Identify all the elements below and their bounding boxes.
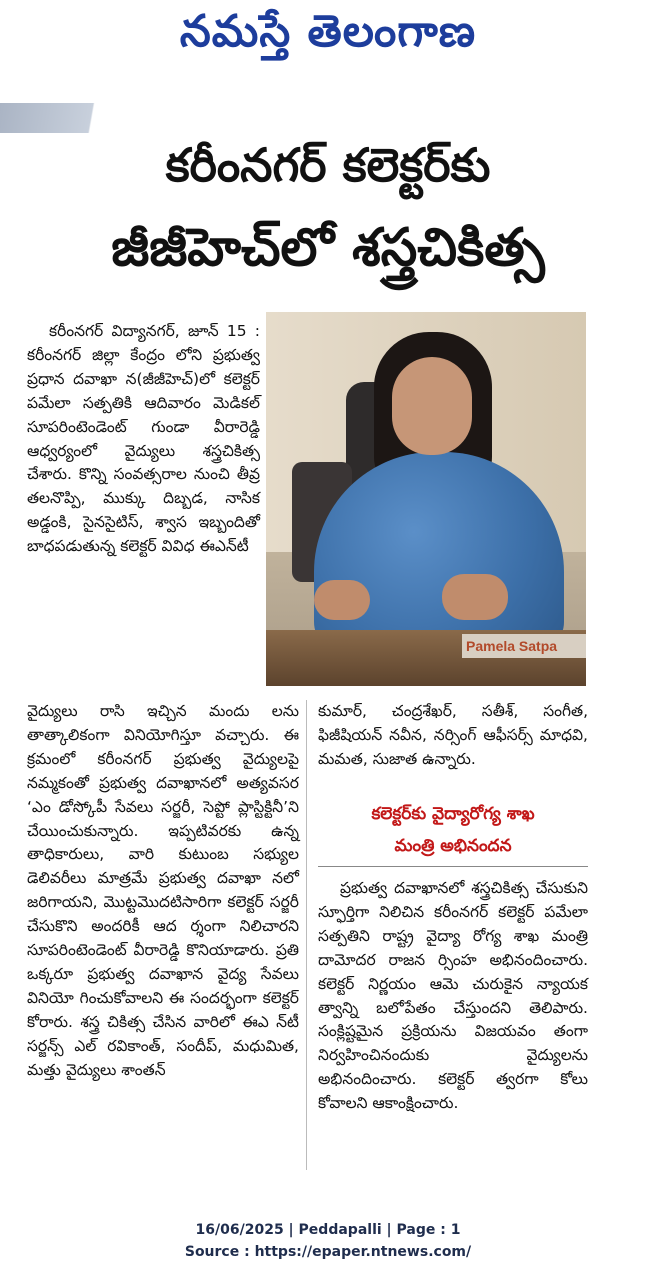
- article-column-2-top: [318, 700, 588, 772]
- photo-nameplate: Pamela Satpa: [462, 634, 586, 658]
- photo-right-hand: [442, 574, 508, 620]
- newspaper-masthead: నమస్తే తెలంగాణ: [179, 6, 477, 57]
- footer-date-edition: 16/06/2025 | Peddapalli | Page : 1: [195, 1222, 461, 1238]
- column-divider: [306, 700, 307, 1170]
- photo-left-hand: [314, 580, 370, 620]
- article-column-1-top: [27, 320, 260, 559]
- subheading-line-1: కలెక్టర్‌కు వైద్యారోగ్య శాఖ: [371, 804, 535, 824]
- article-column-1-bottom: [27, 700, 299, 1083]
- photo-face: [392, 357, 472, 455]
- headline-line-2: జీజీహెచ్‌లో శస్త్రచికిత్స: [111, 218, 545, 278]
- article-paragraph: ప్రభుత్వ దవాఖానలో శస్త్రచికిత్స చేసుకుని స్ఫూర్తిగా నిలిచిన కరీంనగర్ కలెక్టర్ పమేలా సత్పతిని రాష్ట్ర వైద్యా రోగ్య శాఖ మంత్రి దామోదర రాజన ర్సింహ అభినందించారు. కలెక్టర్ నిర్ణయం ఆమె చురుకైన న్యాయక త్వాన్ని బలోపేతం చేస్తుందని తెలిపారు. సంక్లిష్టమైన ప్రక్రియను విజయవం తంగా నిర్వహించినందుకు వైద్యులను అభినందించారు. కలెక్టర్ త్వరగా కోలు కోవాలని ఆకాంక్షించారు.: [318, 879, 588, 1113]
- subheading-line-2: మంత్రి అభినందన: [394, 836, 512, 856]
- article-paragraph: వైద్యులు రాసి ఇచ్చిన మందు లను తాత్కాలికంగా వినియోగిస్తూ వచ్చారు. ఈ క్రమంలో కరీంనగర్ ప్రభుత్వ వైద్యులపై నమ్మకంతో ప్రభుత్వ దవాఖానలో అత్యవసర ‘ఎం డోస్కోపీ సేవలు సర్జరీ, సెప్టో ప్లాస్టిక్టినీ’ని చేయించుకున్నారు. ఇప్పటివరకు ఉన్న తాధికారులు, వారి కుటుంబ సభ్యుల డెలివరీలు మాత్రమే ప్రభుత్వ దవాఖా నలో జరిగాయని, మొట్టమొదటిసారిగా కలెక్టర్ సర్జరీ చేసుకొని అందరికీ ఆద ర్శంగా నిలిచారని సూపరింటెండెంట్ వీరారెడ్డి కొనియాడారు. ప్రతి ఒక్కరూ ప్రభుత్వ దవాఖాన వైద్య సేవలు వినియో గించుకోవాలని ఈ సందర్భంగా కలెక్టర్ కోరారు. శస్త్ర చికిత్స చేసిన వారిలో ఈఎ న్‌టీ సర్జన్స్ ఎల్ రవికాంత్, సందీప్, మధుమిత, మత్తు వైద్యులు శాంతన్: [27, 702, 299, 1079]
- headline-line-1: కరీంనగర్ కలెక్టర్‌కు: [165, 138, 491, 192]
- article-column-2-bottom: [318, 877, 588, 1116]
- article-paragraph: కరీంనగర్ విద్యానగర్, జూన్ 15 : కరీంనగర్ జిల్లా కేంద్రం లోని ప్రభుత్వ ప్రధాన దవాఖా న(జీజీహెచ్)లో కలెక్టర్ పమేలా సత్పతికి ఆదివారం మెడికల్ సూపరింటెండెంట్ గుండా వీరారెడ్డి ఆధ్వర్యంలో వైద్యులు శస్త్రచికిత్స చేశారు. కొన్ని సంవత్సరాల నుంచి తీవ్ర తలనొప్పి, ముక్కు దిబ్బడ, నాసిక అడ్డంకి, సైనసైటిస్, శ్వాస ఇబ్బందితో బాధపడుతున్న కలెక్టర్ వివిధ ఈఎన్‌టీ: [27, 322, 260, 556]
- subheading-divider: [318, 866, 588, 867]
- footer-source: Source : https://epaper.ntnews.com/: [184, 1244, 472, 1260]
- article-paragraph: కుమార్, చంద్రశేఖర్, సతీశ్, సంగీత, ఫిజీషియన్ నవీన, నర్సింగ్ ఆఫీసర్స్ మాధవి, మమత, సుజాత ఉన్నారు.: [318, 702, 588, 768]
- decorative-corner-band: [0, 103, 150, 133]
- collector-photo: [266, 312, 586, 686]
